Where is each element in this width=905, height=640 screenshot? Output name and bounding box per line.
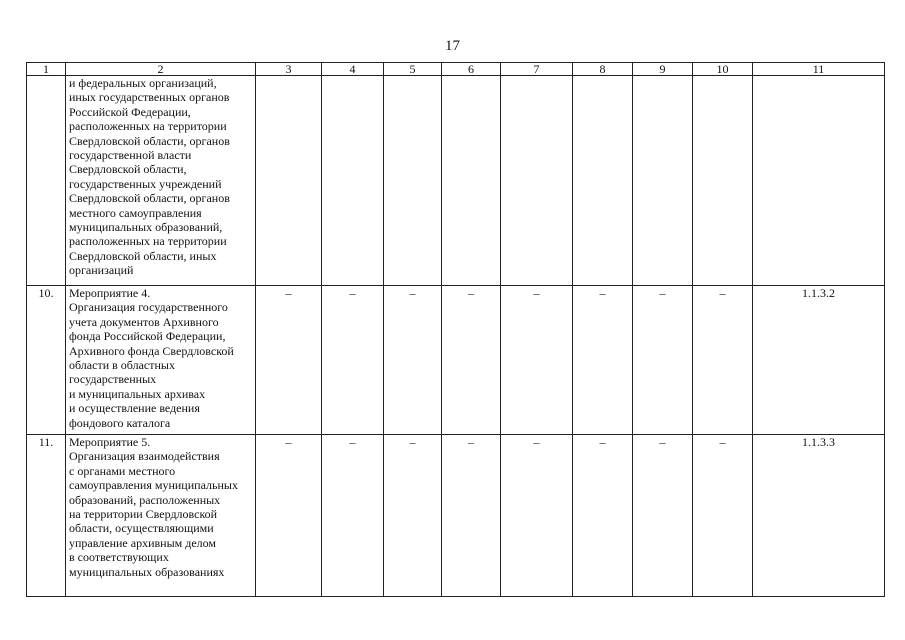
table-row (27, 286, 885, 435)
column-header: 7 (501, 63, 573, 76)
value-cell: – (322, 435, 384, 597)
page-number: 17 (445, 38, 460, 54)
header-row (27, 63, 885, 76)
value-cell (693, 76, 753, 286)
column-header: 9 (633, 63, 693, 76)
value-cell: – (693, 286, 753, 435)
value-cell (322, 76, 384, 286)
value-cell: – (693, 435, 753, 597)
column-header: 6 (442, 63, 501, 76)
column-header: 8 (573, 63, 633, 76)
table-row (27, 435, 885, 597)
program-table (26, 62, 885, 597)
column-header: 3 (256, 63, 322, 76)
row-description: Мероприятие 4. Организация государственного учета документов Архивного фонда Российской Федерации, Архивного фонда Свердловской области в областных государственных и муниципальных архивах и осуществление ведения фондового каталога (66, 286, 256, 435)
value-cell: – (384, 435, 442, 597)
value-cell: – (633, 286, 693, 435)
row-number: 11. (27, 435, 66, 597)
value-cell (442, 76, 501, 286)
value-cell (256, 76, 322, 286)
target-code: 1.1.3.3 (753, 435, 885, 597)
value-cell (633, 76, 693, 286)
value-cell: – (501, 286, 573, 435)
table-row (27, 76, 885, 286)
value-cell: – (442, 286, 501, 435)
column-header: 2 (66, 63, 256, 76)
value-cell: – (256, 435, 322, 597)
column-header: 10 (693, 63, 753, 76)
row-number: 10. (27, 286, 66, 435)
column-header: 5 (384, 63, 442, 76)
value-cell: – (384, 286, 442, 435)
value-cell: – (633, 435, 693, 597)
column-header: 11 (753, 63, 885, 76)
target-code (753, 76, 885, 286)
value-cell: – (442, 435, 501, 597)
column-header: 1 (27, 63, 66, 76)
value-cell (501, 76, 573, 286)
value-cell: – (573, 435, 633, 597)
row-number (27, 76, 66, 286)
row-description: Мероприятие 5. Организация взаимодействия с органами местного самоуправления муниципальных образований, расположенных на территории Свердловской области, осуществляющими управление архивным делом в соответствующих муниципальных образованиях (66, 435, 256, 597)
value-cell: – (501, 435, 573, 597)
value-cell: – (322, 286, 384, 435)
value-cell: – (573, 286, 633, 435)
column-header: 4 (322, 63, 384, 76)
value-cell (384, 76, 442, 286)
value-cell: – (256, 286, 322, 435)
target-code: 1.1.3.2 (753, 286, 885, 435)
value-cell (573, 76, 633, 286)
row-description: и федеральных организаций, иных государственных органов Российской Федерации, расположенных на территории Свердловской области, органов государственной власти Свердловской области, государственных учреждений Свердловской области, органов местного самоуправления муниципальных образований, расположенных на территории Свердловской области, иных организаций (66, 76, 256, 286)
